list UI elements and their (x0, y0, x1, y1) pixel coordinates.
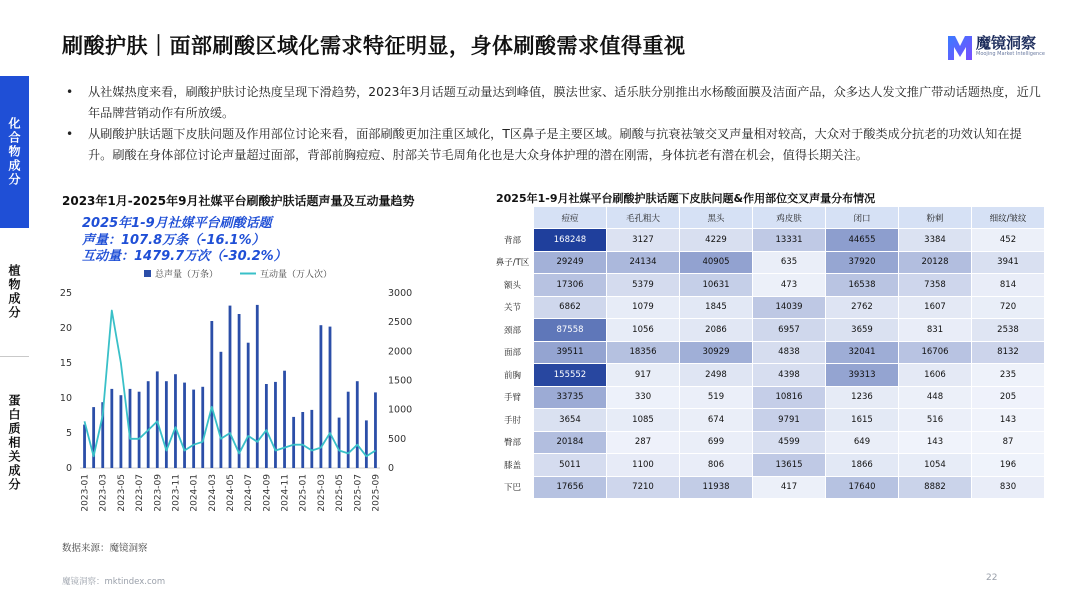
y-left-tick-label: 15 (59, 358, 72, 369)
heatmap-cell: 806 (680, 454, 753, 477)
bar-volume (374, 392, 377, 468)
heatmap-cell: 1615 (826, 409, 899, 432)
trend-combo-chart (50, 258, 420, 528)
heatmap-cell: 3659 (826, 319, 899, 342)
bar-volume (183, 383, 186, 468)
legend-line-label: 互动量（万人次） (260, 270, 333, 280)
bar-volume (83, 425, 86, 468)
bar-volume (256, 305, 259, 468)
y-left-tick-label: 25 (59, 288, 72, 299)
heatmap-row-header: 额头 (492, 274, 534, 297)
heatmap-cell: 17656 (534, 476, 607, 499)
heatmap-row (492, 386, 1045, 409)
heatmap-cell: 13615 (753, 454, 826, 477)
heatmap-row-header: 关节 (492, 296, 534, 319)
heatmap-cell: 11938 (680, 476, 753, 499)
legend-bar-swatch (144, 270, 151, 277)
heatmap-cell: 5379 (607, 274, 680, 297)
heatmap-cell: 5011 (534, 454, 607, 477)
heatmap-cell: 10631 (680, 274, 753, 297)
bar-volume (92, 407, 95, 468)
logo-subtext: Moojing Market Intelligence (976, 51, 1046, 57)
heatmap-cell: 4229 (680, 229, 753, 252)
heatmap-cell: 473 (753, 274, 826, 297)
heatmap-cell: 29249 (534, 251, 607, 274)
heatmap-cell: 519 (680, 386, 753, 409)
heatmap-table (491, 206, 1045, 499)
heatmap-cell: 2086 (680, 319, 753, 342)
nav-item-compound[interactable] (0, 76, 29, 228)
bar-volume (229, 306, 232, 468)
heatmap-cell: 37920 (826, 251, 899, 274)
nav-label: 蛋白质相关成分 (7, 393, 21, 492)
heatmap-cell: 2762 (826, 296, 899, 319)
heatmap-title: 2025年1-9月社媒平台刷酸护肤话题下皮肤问题&作用部位交叉声量分布情况 (496, 192, 876, 205)
heatmap-cell: 205 (972, 386, 1045, 409)
bar-volume (265, 384, 268, 468)
x-tick-label: 2025-01 (298, 474, 309, 512)
y-left-tick-label: 5 (65, 428, 72, 439)
y-right-tick-label: 500 (388, 433, 407, 445)
heatmap-cell: 17640 (826, 476, 899, 499)
bar-volume (365, 420, 368, 468)
side-nav (0, 76, 29, 528)
heatmap-cell: 1056 (607, 319, 680, 342)
heatmap-cell: 168248 (534, 229, 607, 252)
heatmap-cell: 13331 (753, 229, 826, 252)
heatmap-row (492, 431, 1045, 454)
heatmap-row (492, 476, 1045, 499)
heatmap-row (492, 409, 1045, 432)
heatmap-cell: 699 (680, 431, 753, 454)
heatmap-cell: 3127 (607, 229, 680, 252)
heatmap-row-header: 背部 (492, 229, 534, 252)
heatmap-column-header: 粉刺 (899, 207, 972, 229)
heatmap-row (492, 251, 1045, 274)
heatmap-cell: 674 (680, 409, 753, 432)
logo-text: 魔镜洞察 (976, 34, 1037, 52)
heatmap-cell: 24134 (607, 251, 680, 274)
heatmap-cell: 87558 (534, 319, 607, 342)
heatmap-cell: 10816 (753, 386, 826, 409)
y-left-tick-label: 20 (59, 323, 72, 334)
y-right-tick-label: 1500 (388, 375, 413, 387)
heatmap-row-header: 手肘 (492, 409, 534, 432)
heatmap-cell: 143 (972, 409, 1045, 432)
trend-chart-title: 2023年1月-2025年9月社媒平台刷酸护肤话题声量及互动量趋势 (62, 194, 415, 208)
heatmap-cell: 9791 (753, 409, 826, 432)
x-tick-label: 2024-03 (207, 474, 218, 512)
heatmap-cell: 16706 (899, 341, 972, 364)
y-right-tick-label: 2500 (388, 317, 413, 329)
heatmap-cell: 814 (972, 274, 1045, 297)
heatmap-cell: 417 (753, 476, 826, 499)
nav-item-plant[interactable] (0, 228, 29, 356)
heatmap-cell: 6862 (534, 296, 607, 319)
heatmap-cell: 330 (607, 386, 680, 409)
heatmap-cell: 3654 (534, 409, 607, 432)
heatmap-cell: 7210 (607, 476, 680, 499)
x-tick-label: 2025-07 (353, 474, 364, 512)
bar-volume (338, 418, 341, 468)
bar-volume (165, 381, 168, 468)
heatmap-cell: 14039 (753, 296, 826, 319)
heatmap-cell: 33735 (534, 386, 607, 409)
heatmap-cell: 143 (899, 431, 972, 454)
heatmap-cell: 8882 (899, 476, 972, 499)
x-tick-label: 2024-11 (280, 474, 291, 512)
heatmap-row (492, 274, 1045, 297)
y-right-tick-label: 3000 (388, 288, 413, 299)
nav-label: 化合物成分 (7, 117, 21, 187)
heatmap-cell: 16538 (826, 274, 899, 297)
bullet-text: 从刷酸护肤话题下皮肤问题及作用部位讨论来看，面部刷酸更加注重区域化，T区鼻子是主要区域。刷酸与抗衰祛皱交叉声量相对较高，大众对于酸类成分抗老的功效认知在提升。刷酸在身体部位讨论声量超过面部，背部前胸痘痘、肘部关节毛周角化也是大众身体护理的潜在刚需，身体抗老有潜在机会，值得长期关注。 (88, 127, 1022, 162)
bar-volume (138, 392, 141, 468)
nav-label: 植物成分 (7, 264, 21, 320)
heatmap-corner (492, 207, 534, 229)
y-right-tick-label: 2000 (388, 346, 413, 358)
heatmap-cell: 8132 (972, 341, 1045, 364)
bar-volume (301, 412, 304, 468)
data-source: 数据来源：魔镜洞察 (62, 543, 148, 554)
heatmap-cell: 831 (899, 319, 972, 342)
heatmap-row (492, 319, 1045, 342)
heatmap-row (492, 229, 1045, 252)
heatmap-row-header: 鼻子/T区 (492, 251, 534, 274)
heatmap-cell: 44655 (826, 229, 899, 252)
heatmap-row-header: 手臂 (492, 386, 534, 409)
heatmap-row-header: 臀部 (492, 431, 534, 454)
y-right-tick-label: 0 (388, 463, 395, 474)
x-tick-label: 2025-05 (335, 474, 346, 512)
heatmap-cell: 516 (899, 409, 972, 432)
highlight-volume: 声量：107.8万条（-16.1%） (82, 233, 265, 248)
heatmap-column-header: 毛孔粗大 (607, 207, 680, 229)
bar-volume (292, 417, 295, 468)
logo-m-icon (946, 32, 974, 62)
nav-item-protein[interactable] (0, 357, 29, 528)
heatmap-cell: 4838 (753, 341, 826, 364)
bar-volume (210, 321, 213, 468)
heatmap-row-header: 下巴 (492, 476, 534, 499)
heatmap-cell: 32041 (826, 341, 899, 364)
bar-volume (201, 387, 204, 468)
heatmap-cell: 1236 (826, 386, 899, 409)
heatmap-cell: 1607 (899, 296, 972, 319)
bar-volume (174, 374, 177, 468)
heatmap-row (492, 341, 1045, 364)
heatmap-row (492, 296, 1045, 319)
heatmap-column-header: 细纹/皱纹 (972, 207, 1045, 229)
heatmap-cell: 40905 (680, 251, 753, 274)
heatmap-cell: 39313 (826, 364, 899, 387)
heatmap-cell: 452 (972, 229, 1045, 252)
bar-volume (329, 327, 332, 468)
heatmap-cell: 6957 (753, 319, 826, 342)
heatmap-cell: 635 (753, 251, 826, 274)
heatmap-cell: 1100 (607, 454, 680, 477)
y-right-tick-label: 1000 (388, 404, 413, 416)
x-tick-label: 2024-07 (244, 474, 255, 512)
heatmap-cell: 235 (972, 364, 1045, 387)
heatmap-cell: 3941 (972, 251, 1045, 274)
heatmap-cell: 649 (826, 431, 899, 454)
page-number: 22 (986, 573, 998, 583)
x-tick-label: 2023-07 (135, 474, 146, 512)
bar-volume (192, 390, 195, 468)
heatmap-cell: 720 (972, 296, 1045, 319)
x-tick-label: 2023-01 (80, 474, 91, 512)
page-title: 刷酸护肤｜面部刷酸区域化需求特征明显，身体刷酸需求值得重视 (62, 34, 686, 58)
heatmap-cell: 155552 (534, 364, 607, 387)
summary-bullets (62, 82, 1042, 166)
heatmap-cell: 1079 (607, 296, 680, 319)
heatmap-cell: 4599 (753, 431, 826, 454)
heatmap-cell: 2498 (680, 364, 753, 387)
heatmap-cell: 20184 (534, 431, 607, 454)
heatmap-cell: 830 (972, 476, 1045, 499)
brand-logo (946, 30, 1056, 66)
heatmap-cell: 1085 (607, 409, 680, 432)
heatmap-cell: 18356 (607, 341, 680, 364)
heatmap-cell: 39511 (534, 341, 607, 364)
heatmap-cell: 30929 (680, 341, 753, 364)
heatmap-column-header: 鸡皮肤 (753, 207, 826, 229)
bar-volume (274, 382, 277, 468)
x-tick-label: 2023-11 (171, 474, 182, 512)
heatmap-cell: 7358 (899, 274, 972, 297)
y-left-tick-label: 0 (65, 463, 72, 474)
heatmap-row-header: 前胸 (492, 364, 534, 387)
heatmap-cell: 1866 (826, 454, 899, 477)
heatmap-cell: 917 (607, 364, 680, 387)
bullet-item: • 从社媒热度来看，刷酸护肤讨论热度呈现下滑趋势，2023年3月话题互动量达到峰值，膜法世家、适乐肤分别推出水杨酸面膜及洁面产品，众多达人发文推广带动话题热度，近几年品牌营销动作有所放缓。 (66, 85, 1041, 120)
bar-volume (347, 392, 350, 468)
heatmap-cell: 17306 (534, 274, 607, 297)
heatmap-column-header: 痘痘 (534, 207, 607, 229)
heatmap-cell: 3384 (899, 229, 972, 252)
heatmap-cell: 1054 (899, 454, 972, 477)
x-tick-label: 2025-09 (371, 474, 382, 512)
heatmap-row (492, 454, 1045, 477)
x-tick-label: 2023-03 (98, 474, 109, 512)
heatmap-row (492, 364, 1045, 387)
bar-volume (238, 314, 241, 468)
x-tick-label: 2025-03 (316, 474, 327, 512)
bar-volume (220, 352, 223, 468)
heatmap-cell: 87 (972, 431, 1045, 454)
y-left-tick-label: 10 (59, 393, 72, 404)
heatmap-row-header: 膝盖 (492, 454, 534, 477)
bar-volume (283, 371, 286, 468)
heatmap-cell: 1606 (899, 364, 972, 387)
x-tick-label: 2024-01 (189, 474, 200, 512)
heatmap-cell: 4398 (753, 364, 826, 387)
heatmap-cell: 1845 (680, 296, 753, 319)
heatmap-cell: 196 (972, 454, 1045, 477)
bullet-text: 从社媒热度来看，刷酸护肤讨论热度呈现下滑趋势，2023年3月话题互动量达到峰值，膜法世家、适乐肤分别推出水杨酸面膜及洁面产品，众多达人发文推广带动话题热度，近几年品牌营销动作有所放缓。 (88, 85, 1041, 120)
bar-volume (120, 395, 123, 468)
heatmap-row-header: 颈部 (492, 319, 534, 342)
highlight-interaction: 互动量：1479.7万次（-30.2%） (82, 249, 287, 264)
bar-volume (110, 389, 113, 468)
bar-volume (356, 381, 359, 468)
highlight-title: 2025年1-9月社媒平台刷酸话题 (82, 216, 272, 231)
bar-volume (147, 381, 150, 468)
heatmap-cell: 20128 (899, 251, 972, 274)
heatmap-cell: 287 (607, 431, 680, 454)
heatmap-column-header: 闭口 (826, 207, 899, 229)
heatmap-cell: 2538 (972, 319, 1045, 342)
legend-bar-label: 总声量（万条） (155, 270, 219, 280)
x-tick-label: 2023-05 (116, 474, 127, 512)
bar-volume (247, 343, 250, 468)
bar-volume (156, 371, 159, 468)
bar-volume (310, 410, 313, 468)
x-tick-label: 2024-09 (262, 474, 273, 512)
heatmap-row-header: 面部 (492, 341, 534, 364)
x-tick-label: 2024-05 (226, 474, 236, 512)
bullet-item: • 从刷酸护肤话题下皮肤问题及作用部位讨论来看，面部刷酸更加注重区域化，T区鼻子是主要区域。刷酸与抗衰祛皱交叉声量相对较高，大众对于酸类成分抗老的功效认知在提升。刷酸在身体部位讨论声量超过面部，背部前胸痘痘、肘部关节毛周角化也是大众身体护理的潜在刚需，身体抗老有潜在机会，值得长期关注。 (66, 127, 1022, 162)
footer-text: 魔镜洞察：mktindex.com (62, 577, 166, 587)
heatmap-cell: 448 (899, 386, 972, 409)
x-tick-label: 2023-09 (153, 474, 164, 512)
heatmap-column-header: 黑头 (680, 207, 753, 229)
